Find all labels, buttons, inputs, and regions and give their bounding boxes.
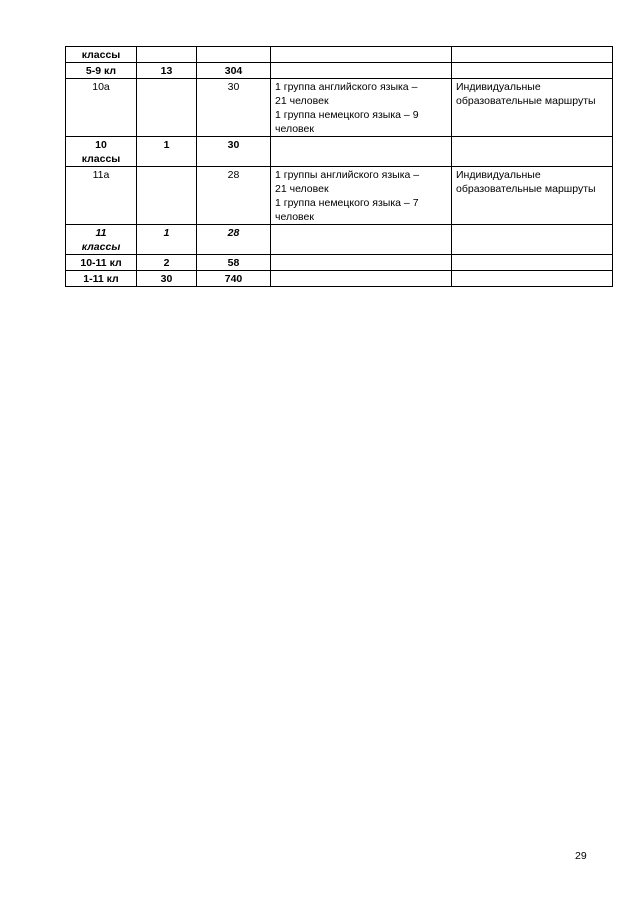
student-count-cell <box>197 225 271 255</box>
cell-text-line: 11а <box>92 169 110 181</box>
class-count-cell <box>137 63 197 79</box>
cell-text-line: 21 человек <box>275 95 329 107</box>
class-cell <box>66 167 137 225</box>
cell-text-line: 1-11 кл <box>83 273 119 285</box>
class-count-cell <box>137 167 197 225</box>
cell-text-line: человек <box>275 211 314 223</box>
cell-text-line: 28 <box>227 227 240 239</box>
cell-text-line: 1 группа английского языка – <box>275 81 418 93</box>
cell-text-line: классы <box>81 241 121 253</box>
class-cell <box>66 137 137 167</box>
cell-text-line: 10а <box>92 81 110 93</box>
cell-text-line: 28 <box>227 169 240 181</box>
class-count-cell <box>137 255 197 271</box>
cell-text-line: 10-11 кл <box>80 257 122 269</box>
cell-text-line: 1 группа немецкого языка – 9 <box>275 109 419 121</box>
table-row <box>66 79 613 137</box>
table-row <box>66 255 613 271</box>
student-count-cell <box>197 63 271 79</box>
routes-cell <box>452 79 613 137</box>
class-cell <box>66 47 137 63</box>
cell-text-line: 13 <box>160 65 173 77</box>
table-row <box>66 63 613 79</box>
table-row <box>66 271 613 287</box>
class-count-cell <box>137 271 197 287</box>
routes-cell <box>452 63 613 79</box>
cell-text-line: 10 <box>95 139 107 151</box>
student-count-cell <box>197 137 271 167</box>
cell-text-line: 740 <box>224 273 243 285</box>
class-count-cell <box>137 47 197 63</box>
cell-text-line: 2 <box>163 257 170 269</box>
cell-text-line: классы <box>81 49 121 61</box>
cell-text-line: Индивидуальные <box>456 81 541 93</box>
routes-cell <box>452 47 613 63</box>
class-count-cell <box>137 79 197 137</box>
cell-text-line: 30 <box>160 273 173 285</box>
class-cell <box>66 79 137 137</box>
cell-text-line: 5-9 кл <box>85 65 117 77</box>
class-cell <box>66 271 137 287</box>
class-distribution-table <box>65 46 613 287</box>
cell-text-line: 30 <box>227 139 240 151</box>
cell-text-line: 11 <box>95 227 107 239</box>
routes-cell <box>452 137 613 167</box>
cell-text-line: 1 группы английского языка – <box>275 169 420 181</box>
student-count-cell <box>197 271 271 287</box>
student-count-cell <box>197 47 271 63</box>
cell-text-line: 1 <box>163 227 170 239</box>
groups-cell <box>271 255 452 271</box>
cell-text-line: 304 <box>224 65 243 77</box>
groups-cell <box>271 79 452 137</box>
cell-text-line: 21 человек <box>275 183 329 195</box>
cell-text-line: 1 группа немецкого языка – 7 <box>275 197 419 209</box>
table-row <box>66 225 613 255</box>
groups-cell <box>271 167 452 225</box>
student-count-cell <box>197 167 271 225</box>
student-count-cell <box>197 79 271 137</box>
cell-text-line: классы <box>81 153 121 165</box>
table-row <box>66 47 613 63</box>
routes-cell <box>452 225 613 255</box>
class-cell <box>66 225 137 255</box>
class-cell <box>66 255 137 271</box>
routes-cell <box>452 255 613 271</box>
student-count-cell <box>197 255 271 271</box>
cell-text-line: 1 <box>163 139 170 151</box>
groups-cell <box>271 63 452 79</box>
routes-cell <box>452 167 613 225</box>
class-count-cell <box>137 137 197 167</box>
page-number: 29 <box>575 850 587 862</box>
class-count-cell <box>137 225 197 255</box>
cell-text-line: человек <box>275 123 314 135</box>
class-cell <box>66 63 137 79</box>
cell-text-line: образовательные маршруты <box>456 183 596 195</box>
table-row <box>66 137 613 167</box>
table-row <box>66 167 613 225</box>
groups-cell <box>271 271 452 287</box>
groups-cell <box>271 225 452 255</box>
cell-text-line: образовательные маршруты <box>456 95 596 107</box>
routes-cell <box>452 271 613 287</box>
cell-text-line: 58 <box>227 257 240 269</box>
cell-text-line: 30 <box>227 81 240 93</box>
cell-text-line: Индивидуальные <box>456 169 541 181</box>
groups-cell <box>271 47 452 63</box>
groups-cell <box>271 137 452 167</box>
